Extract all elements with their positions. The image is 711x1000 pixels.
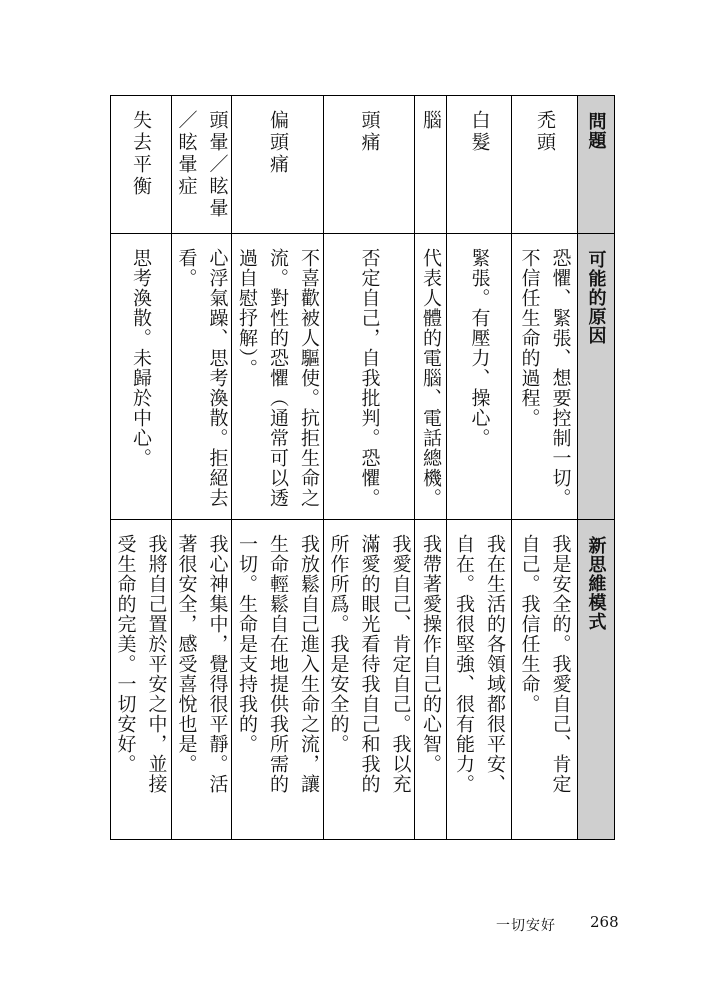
problem-cell [324, 96, 414, 233]
cause-text-line: 看。 [175, 248, 198, 288]
new-pattern-text-line: 所作所爲。我是安全的。 [327, 534, 350, 754]
table-row [323, 96, 414, 839]
cause-cell [232, 233, 323, 519]
page-number: 268 [590, 913, 619, 931]
header-cause: 可能的原因 [585, 250, 607, 345]
header-cause-cell [578, 233, 614, 519]
cause-text-line: 否定自己，自我批判。恐懼。 [358, 248, 381, 508]
cause-text-line: 過自慰抒解）。 [236, 248, 258, 379]
cause-text-line: 思考渙散。未歸於中心。 [130, 248, 152, 468]
new-pattern-text-line: 一切。生命是支持我的。 [236, 534, 258, 754]
problem-cell [172, 96, 231, 233]
problem-text-line: 腦 [420, 110, 442, 132]
new-pattern-text-line: 我放鬆自己進入生命之流，讓 [298, 534, 320, 794]
new-pattern-text-line: 生命輕鬆自在地提供我所需的 [267, 534, 289, 794]
cause-cell [447, 233, 511, 519]
header-new-pattern-cell [578, 519, 614, 839]
new-pattern-cell [172, 519, 231, 839]
header-column [577, 96, 614, 839]
table-row [231, 96, 323, 839]
header-problem-cell [578, 96, 614, 233]
cause-text-line: 恐懼、緊張、想要控制一切。 [549, 248, 572, 508]
new-pattern-cell [512, 519, 577, 839]
table-row [110, 96, 171, 839]
table-row [446, 96, 511, 839]
table-row [511, 96, 577, 839]
new-pattern-cell [415, 519, 446, 839]
new-pattern-text-line: 滿愛的眼光看待我自己和我的 [358, 534, 381, 794]
cause-cell [172, 233, 231, 519]
new-pattern-text-line: 自己。我信任生命。 [518, 534, 541, 714]
cause-text-line: 心浮氣躁、思考渙散。拒絕去 [206, 248, 229, 508]
problem-text-line: 頭痛 [358, 110, 381, 154]
table-row [414, 96, 446, 839]
new-pattern-cell [447, 519, 511, 839]
new-pattern-text-line: 我帶著愛操作自己的心智。 [420, 534, 442, 774]
cause-cell [415, 233, 446, 519]
problem-text-line: ／眩暈症 [175, 110, 198, 198]
cause-text-line: 流。對性的恐懼（通常可以透 [267, 248, 289, 508]
new-pattern-text-line: 自在。我很堅強、很有能力。 [453, 534, 475, 794]
header-new-pattern: 新思維模式 [585, 536, 607, 631]
new-pattern-text-line: 受生命的完美。一切安好。 [114, 534, 137, 774]
problem-text-line: 白髮 [468, 110, 491, 154]
header-problem: 問題 [585, 112, 607, 150]
problem-cell [512, 96, 577, 233]
problem-text-line: 頭暈／眩暈 [206, 110, 229, 220]
new-pattern-text-line: 我是安全的。我愛自己、肯定 [549, 534, 572, 794]
new-pattern-text-line: 我愛自己、肯定自己。我以充 [389, 534, 412, 794]
running-title: 一切安好 [496, 918, 556, 934]
cause-cell [512, 233, 577, 519]
cause-cell [324, 233, 414, 519]
new-pattern-cell [232, 519, 323, 839]
problem-text-line: 失去平衡 [130, 110, 152, 198]
problem-cell [110, 96, 171, 233]
new-pattern-text-line: 我將自己置於平安之中，並接 [145, 534, 168, 794]
new-pattern-cell [324, 519, 414, 839]
cause-cell [110, 233, 171, 519]
cause-text-line: 代表人體的電腦、電話總機。 [420, 248, 442, 508]
problem-text-line: 禿頭 [534, 110, 556, 154]
cause-text-line: 不信任生命的過程。 [518, 248, 541, 428]
new-pattern-text-line: 我心神集中，覺得很平靜。活 [206, 534, 229, 794]
problem-cell [232, 96, 323, 233]
problem-cell [415, 96, 446, 233]
cause-text-line: 緊張。有壓力、操心。 [468, 248, 491, 448]
cause-text-line: 不喜歡被人驅使。抗拒生命之 [298, 248, 320, 508]
remedy-table [110, 95, 615, 840]
new-pattern-text-line: 我在生活的各領域都很平安、 [484, 534, 506, 794]
table-row [171, 96, 231, 839]
problem-cell [447, 96, 511, 233]
problem-text-line: 偏頭痛 [267, 110, 289, 176]
new-pattern-text-line: 著很安全，感受喜悅也是。 [175, 534, 198, 774]
new-pattern-cell [110, 519, 171, 839]
